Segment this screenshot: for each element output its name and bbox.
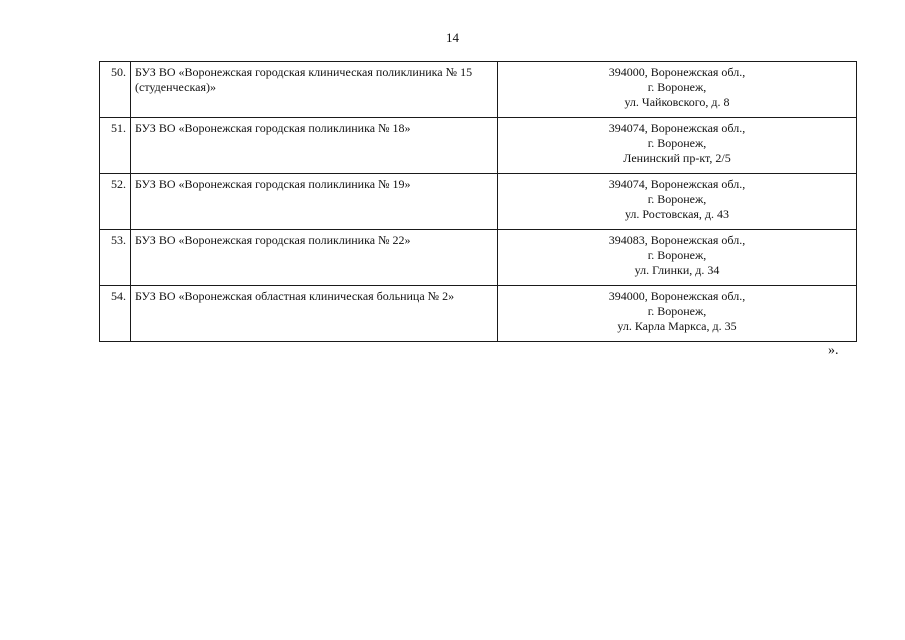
row-number: 51. <box>100 118 131 174</box>
row-number: 54. <box>100 286 131 342</box>
institution-address <box>498 174 857 230</box>
address-street: ул. Чайковского, д. 8 <box>624 95 730 109</box>
closing-quote-mark: ». <box>828 343 839 358</box>
institutions-table <box>99 61 857 342</box>
address-city: г. Воронеж, <box>647 80 707 94</box>
address-postcode-region: 394000, Воронежская обл., <box>608 289 746 303</box>
table-row <box>100 286 857 342</box>
institution-name: БУЗ ВО «Воронежская городская поликлиника № 22» <box>131 230 498 286</box>
table-row <box>100 62 857 118</box>
address-street: ул. Ростовская, д. 43 <box>624 207 730 221</box>
address-city: г. Воронеж, <box>647 192 707 206</box>
institution-address <box>498 118 857 174</box>
address-street: ул. Глинки, д. 34 <box>634 263 720 277</box>
address-postcode-region: 394074, Воронежская обл., <box>608 177 746 191</box>
institution-address <box>498 62 857 118</box>
row-number: 53. <box>100 230 131 286</box>
institution-address <box>498 286 857 342</box>
institution-name: БУЗ ВО «Воронежская областная клиническая больница № 2» <box>131 286 498 342</box>
address-street: ул. Карла Маркса, д. 35 <box>617 319 737 333</box>
address-city: г. Воронеж, <box>647 136 707 150</box>
table-row <box>100 230 857 286</box>
address-postcode-region: 394000, Воронежская обл., <box>608 65 746 79</box>
institution-name: БУЗ ВО «Воронежская городская поликлиника № 19» <box>131 174 498 230</box>
address-city: г. Воронеж, <box>647 248 707 262</box>
institution-name: БУЗ ВО «Воронежская городская поликлиника № 18» <box>131 118 498 174</box>
address-postcode-region: 394074, Воронежская обл., <box>608 121 746 135</box>
page-number: 14 <box>446 30 459 45</box>
row-number: 52. <box>100 174 131 230</box>
address-postcode-region: 394083, Воронежская обл., <box>608 233 746 247</box>
address-street: Ленинский пр-кт, 2/5 <box>623 151 731 165</box>
table-row <box>100 174 857 230</box>
table-row <box>100 118 857 174</box>
institution-address <box>498 230 857 286</box>
address-city: г. Воронеж, <box>647 304 707 318</box>
row-number: 50. <box>100 62 131 118</box>
institution-name: БУЗ ВО «Воронежская городская клиническая поликлиника № 15 (студенческая)» <box>131 62 498 118</box>
